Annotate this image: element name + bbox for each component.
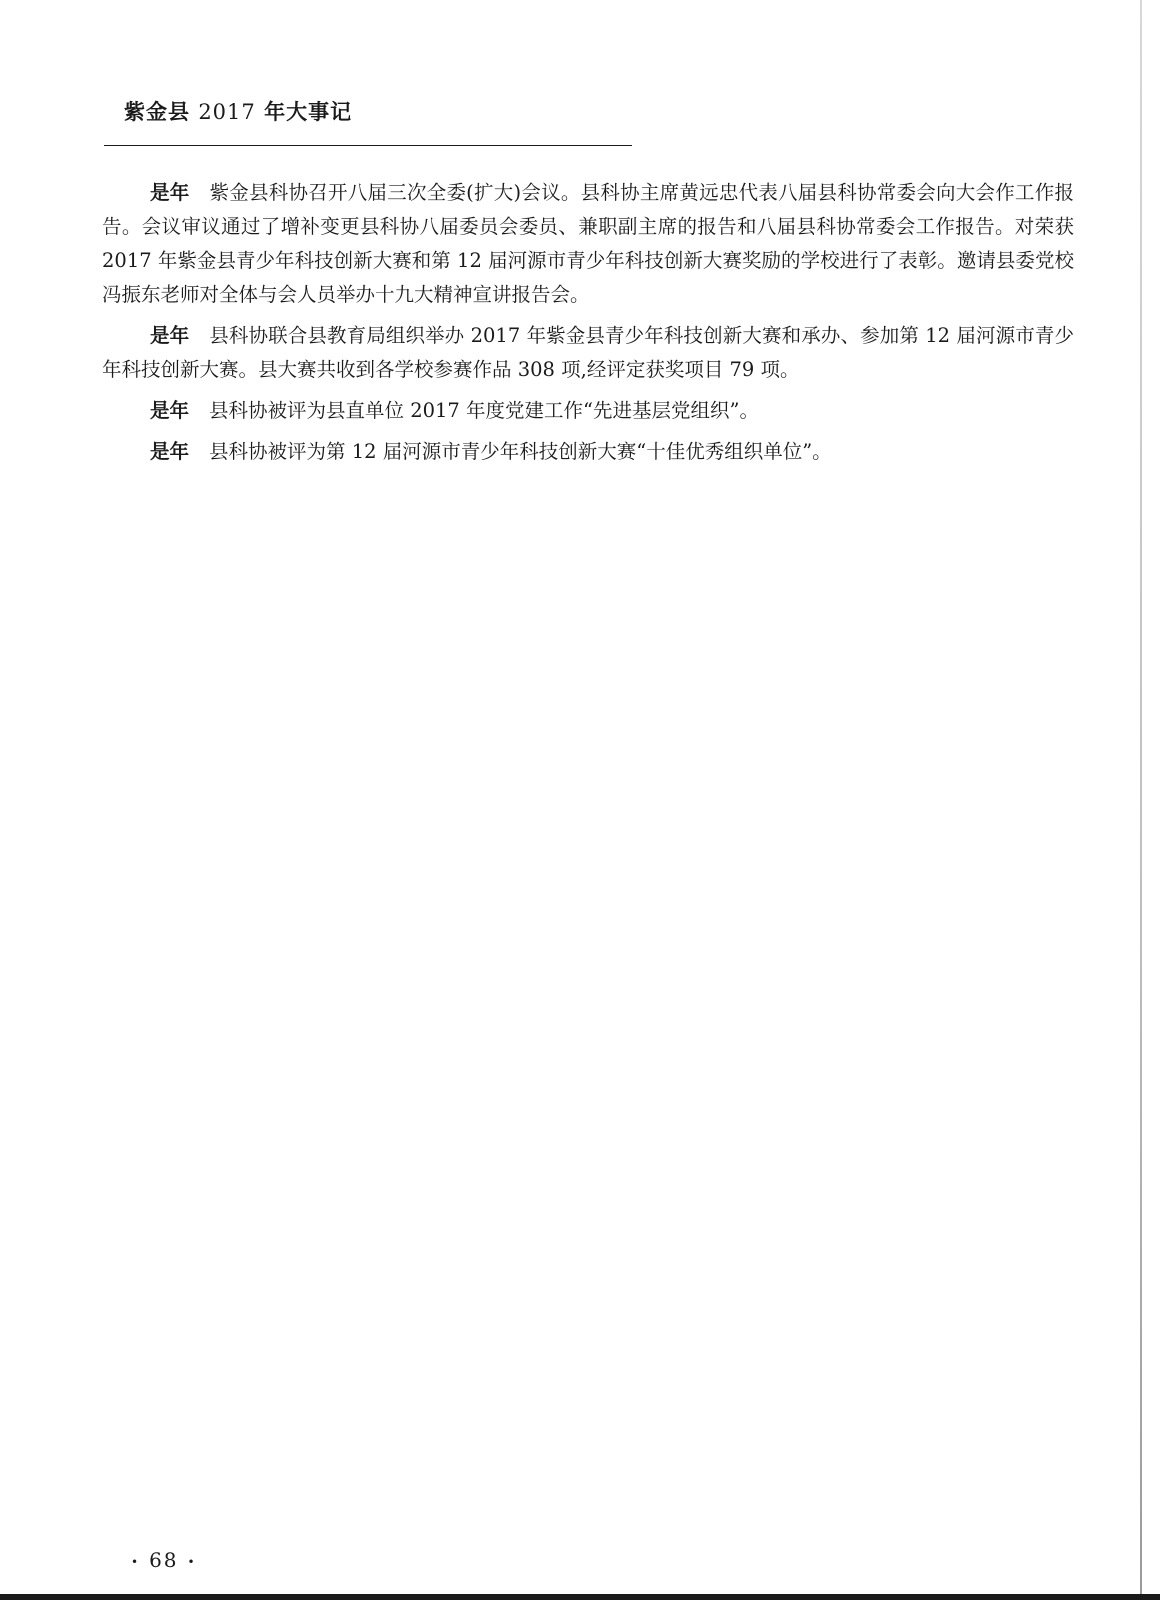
- entry-text: 县科协联合县教育局组织举办 2017 年紫金县青少年科技创新大赛和承办、参加第 12 届河源市青少年科技创新大赛。县大赛共收到各学校参赛作品 308 项,经评定获奖项目 79 项。: [102, 324, 1074, 381]
- header-rule: [104, 145, 632, 146]
- page-edge-bottom: [0, 1594, 1160, 1600]
- entry-4: [102, 435, 1074, 469]
- entry-text: 县科协被评为第 12 届河源市青少年科技创新大赛“十佳优秀组织单位”。: [209, 440, 832, 463]
- entry-1: [102, 176, 1074, 312]
- page-number-value: 68: [149, 1548, 179, 1572]
- page-number: [122, 1548, 206, 1572]
- entry-2: [102, 319, 1074, 387]
- entry-text: 县科协被评为县直单位 2017 年度党建工作“先进基层党组织”。: [209, 399, 759, 422]
- running-head-suffix: 年大事记: [264, 100, 353, 124]
- entry-lead: 是年: [150, 324, 190, 347]
- running-head: [124, 96, 352, 126]
- entry-lead: 是年: [150, 440, 190, 463]
- folio-dot-left: •: [131, 1554, 141, 1569]
- entry-text: 紫金县科协召开八届三次全委(扩大)会议。县科协主席黄远忠代表八届县科协常委会向大会作工作报告。会议审议通过了增补变更县科协八届委员会委员、兼职副主席的报告和八届县科协常委会工作报告。对荣获 2017 年紫金县青少年科技创新大赛和第 12 届河源市青少年科技创新大赛奖励的学校进行了表彰。邀请县委党校冯振东老师对全体与会人员举办十九大精神宣讲报告会。: [102, 181, 1074, 306]
- folio-dot-right: •: [187, 1554, 197, 1569]
- running-head-prefix: 紫金县: [124, 100, 190, 124]
- entry-lead: 是年: [150, 399, 190, 422]
- entry-3: [102, 394, 1074, 428]
- entry-lead: 是年: [150, 181, 190, 204]
- body-text: [102, 176, 1074, 476]
- running-head-year: 2017: [198, 100, 256, 124]
- page-edge-right: [1140, 0, 1142, 1600]
